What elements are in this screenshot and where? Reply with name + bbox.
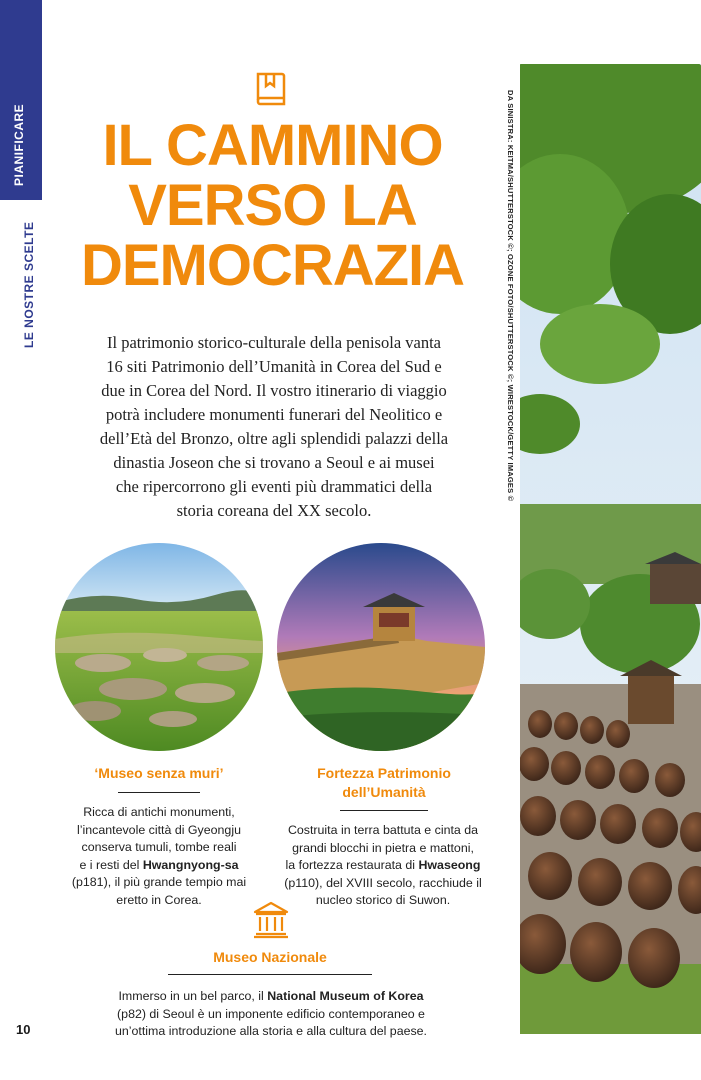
- intro-paragraph: [50, 331, 498, 523]
- nazionale-text: [96, 988, 446, 1041]
- intro-line: che ripercorrono gli eventi più drammatici della: [115, 477, 433, 496]
- title-line: DEMOCRAZIA: [80, 233, 465, 298]
- fortezza-text-line: nucleo storico di Suwon.: [315, 893, 451, 907]
- fortezza-text-line: grandi blocchi in pietra e mattoni,: [292, 840, 474, 855]
- fortezza-title-line: dell’Umanità: [342, 784, 426, 800]
- museo-text-line: l’incantevole città di Gyeongju: [77, 822, 241, 837]
- museo-text: [58, 804, 260, 909]
- museo-text-line: conserva tumuli, tombe reali: [81, 840, 237, 854]
- museum-icon: [251, 900, 291, 940]
- museo-divider: [118, 792, 200, 793]
- nazionale-text-line: [96, 988, 446, 1006]
- intro-line: dell’Età del Bronzo, oltre agli splendidi palazzi della: [99, 429, 449, 448]
- subsection-label: LE NOSTRE SCELTE: [22, 221, 36, 348]
- title-line: VERSO LA: [128, 173, 417, 238]
- fortezza-title: [280, 764, 488, 802]
- intro-line: due in Corea del Nord. Il vostro itinerario di viaggio: [101, 381, 447, 400]
- nazionale-text-line: un’ottima introduzione alla storia e alla cultura del paese.: [114, 1024, 428, 1038]
- page-number: 10: [16, 1022, 31, 1037]
- intro-line: Il patrimonio storico-culturale della penisola vanta: [106, 333, 441, 352]
- intro-line: 16 siti Patrimonio dell’Umanità in Corea del Sud e: [106, 357, 442, 376]
- museo-text-line: eretto in Corea.: [116, 892, 202, 907]
- page-title: [40, 113, 505, 298]
- fortezza-text-line: (p110), del XVIII secolo, racchiude il: [284, 875, 482, 890]
- nazionale-text-line: (p82) di Seoul è un imponente edificio contemporaneo e: [117, 1006, 425, 1021]
- museo-text-line: (p181), il più grande tempio mai: [71, 875, 247, 889]
- national-museum-name: National Museum of Korea: [267, 989, 424, 1003]
- fortezza-text-line: [272, 857, 494, 875]
- intro-line: storia coreana del XX secolo.: [176, 501, 372, 520]
- intro-line: potrà includere monumenti funerari del Neolitico e: [105, 405, 443, 424]
- fortezza-text: [272, 822, 494, 910]
- fortezza-divider: [340, 810, 428, 811]
- title-line: IL CAMMINO: [102, 113, 443, 178]
- museo-text-part: e i resti del: [79, 857, 143, 872]
- museo-text-line: [58, 857, 260, 875]
- onggi-jars-photo: [520, 64, 701, 1034]
- fortezza-text-line: Costruita in terra battuta e cinta da: [287, 823, 479, 837]
- hwaseong-fortress-photo: [277, 543, 485, 751]
- photo-credit: DA SINISTRA: KEITMA/SHUTTERSTOCK ©; OZONE FOTO/SHUTTERSTOCK ©; WIRESTOCK/GETTY IMAGES ©: [506, 90, 515, 502]
- hwangnyong-sa-name: Hwangnyong-sa: [142, 857, 239, 872]
- hwaseong-name: Hwaseong: [418, 858, 481, 872]
- fortezza-text-part: la fortezza restaurata di: [285, 858, 419, 872]
- museo-text-line: Ricca di antichi monumenti,: [83, 805, 235, 819]
- intro-line: dinastia Joseon che si trovano a Seoul e ai musei: [113, 453, 435, 472]
- nazionale-text-part: Immerso in un bel parco, il: [118, 989, 268, 1003]
- section-label: PIANIFICARE: [12, 103, 26, 186]
- nazionale-divider: [168, 974, 372, 975]
- nazionale-title: Museo Nazionale: [213, 949, 327, 965]
- gyeongju-ruins-photo: [55, 543, 263, 751]
- museo-title: ‘Museo senza muri’: [94, 765, 224, 781]
- fortezza-title-line: Fortezza Patrimonio: [317, 765, 451, 781]
- book-icon: [254, 70, 288, 108]
